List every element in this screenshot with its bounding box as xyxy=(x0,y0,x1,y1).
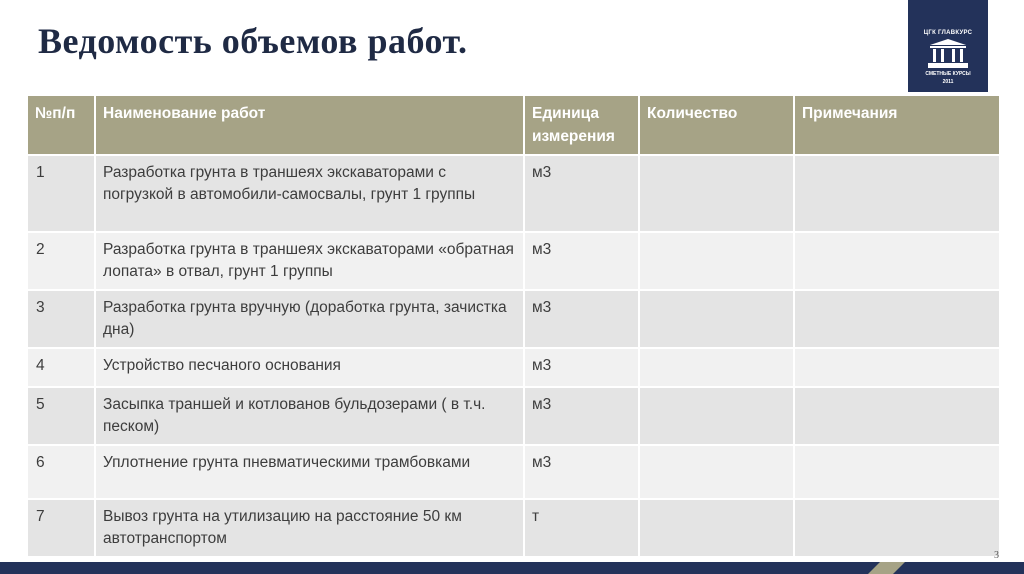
row-number: 4 xyxy=(28,348,95,387)
notes-cell xyxy=(794,348,1000,387)
notes-cell xyxy=(794,232,1000,290)
row-number: 6 xyxy=(28,445,95,499)
work-name: Разработка грунта в траншеях экскаваторами «обратная лопата» в отвал, грунт 1 группы xyxy=(95,232,524,290)
unit-cell: м3 xyxy=(524,387,639,445)
notes-cell xyxy=(794,290,1000,348)
row-number: 7 xyxy=(28,499,95,557)
company-logo xyxy=(908,0,988,92)
building-icon xyxy=(926,39,970,69)
quantity-cell xyxy=(639,290,794,348)
notes-cell xyxy=(794,387,1000,445)
unit-cell: м3 xyxy=(524,348,639,387)
column-header-number: №п/п xyxy=(28,96,95,155)
work-name: Устройство песчаного основания xyxy=(95,348,524,387)
logo-bottom-text: СМЕТНЫЕ КУРСЫ xyxy=(925,71,971,77)
table-header-row xyxy=(28,96,1000,155)
work-name: Вывоз грунта на утилизацию на расстояние 50 км автотранспортом xyxy=(95,499,524,557)
page-number: 3 xyxy=(994,550,999,561)
quantity-cell xyxy=(639,445,794,499)
row-number: 5 xyxy=(28,387,95,445)
column-header-notes: Примечания xyxy=(794,96,1000,155)
work-name: Засыпка траншей и котлованов бульдозерами ( в т.ч. песком) xyxy=(95,387,524,445)
table-row xyxy=(28,232,1000,290)
quantity-cell xyxy=(639,232,794,290)
table-row xyxy=(28,445,1000,499)
row-number: 2 xyxy=(28,232,95,290)
unit-cell: м3 xyxy=(524,232,639,290)
quantity-cell xyxy=(639,387,794,445)
row-number: 1 xyxy=(28,155,95,232)
column-header-name: Наименование работ xyxy=(95,96,524,155)
column-header-unit: Единица измерения xyxy=(524,96,639,155)
quantity-cell xyxy=(639,348,794,387)
logo-top-text: ЦГК ГЛАВКУРС xyxy=(923,30,973,36)
column-header-quantity: Количество xyxy=(639,96,794,155)
quantity-cell xyxy=(639,499,794,557)
notes-cell xyxy=(794,445,1000,499)
page-title: Ведомость объемов работ. xyxy=(38,21,468,61)
footer-bar xyxy=(0,560,1024,574)
table-row xyxy=(28,387,1000,445)
table-row xyxy=(28,290,1000,348)
work-name: Разработка грунта в траншеях экскаваторами с погрузкой в автомобили-самосвалы, грунт 1 группы xyxy=(95,155,524,232)
unit-cell: т xyxy=(524,499,639,557)
work-name: Уплотнение грунта пневматическими трамбовками xyxy=(95,445,524,499)
unit-cell: м3 xyxy=(524,155,639,232)
works-table xyxy=(28,96,1001,558)
unit-cell: м3 xyxy=(524,290,639,348)
logo-year: 2011 xyxy=(942,79,954,85)
row-number: 3 xyxy=(28,290,95,348)
work-name: Разработка грунта вручную (доработка грунта, зачистка дна) xyxy=(95,290,524,348)
notes-cell xyxy=(794,155,1000,232)
unit-cell: м3 xyxy=(524,445,639,499)
table-row xyxy=(28,499,1000,557)
quantity-cell xyxy=(639,155,794,232)
table-row xyxy=(28,348,1000,387)
table-row xyxy=(28,155,1000,232)
notes-cell xyxy=(794,499,1000,557)
